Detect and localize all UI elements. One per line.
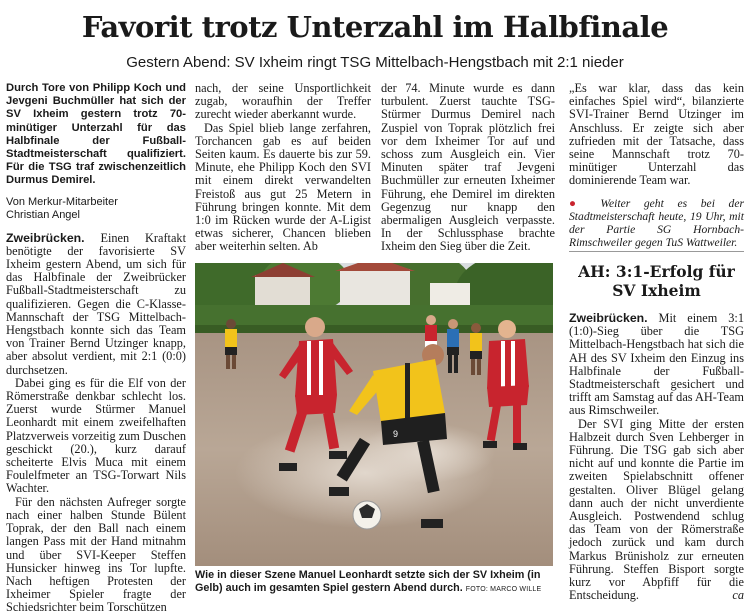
- caption-text: Wie in dieser Szene Manuel Leonhardt setzte sich der SV Ixheim (in Gelb) auch im gesamten Spiel gestern Abend durch.: [195, 569, 541, 594]
- paragraph: Das Spiel blieb lange zerfahren, Torchancen gab es auf beiden Seiten kaum. Es dauerte bis zur 59. Minute, ehe Philipp Koch den SVI mit einem direkt verwandelten Freistoß aus gut 25 Metern in Führung bringen konnte. Mit dem 1:0 im Rücken wurde der A-Ligist etwas sicherer, Chancen blieben aber weiterhin selten. Ab: [195, 120, 371, 254]
- byline-role: Von Merkur-Mitarbeiter: [6, 195, 118, 208]
- paragraph-text: Mit einem 3:1 (1:0)-Sieg über die TSG Mittelbach-Hengstbach hat sich die AH des SV Ixheim den Einzug ins Halbfinale der Fußball-Stadtmeisterschaft gesichert und trifft am Samstag auf das AH-Team aus Rimschweiler.: [569, 311, 744, 418]
- subheadline: Gestern Abend: SV Ixheim ringt TSG Mittelbach-Hengstbach mit 2:1 nieder: [126, 54, 624, 71]
- bullet-icon: ●: [569, 196, 587, 210]
- section-heading: AH: 3:1-Erfolg für SV Ixheim: [578, 262, 735, 300]
- photo-illustration: [195, 263, 553, 566]
- headline: Favorit trotz Unterzahl im Halbfinale: [81, 10, 669, 44]
- paragraph-text: Einen Kraftakt benötigte der favorisierte SV Ixheim gestern Abend, um sich für das Halbfinale der Zweibrücker Fußball-Stadtmeisterschaft zu qualifizieren. Gegen die C-Klasse-Mannschaft der TSG Mittelbach-Hengstbach konnte sich das Team von Trainer Bernd Utzinger knapp, aber absolut verdient, mit 2:1 (0:0) durchsetzen.: [6, 230, 186, 377]
- byline-author: Christian Angel: [6, 209, 80, 222]
- paragraph: [6, 232, 186, 377]
- paragraph: Dabei ging es für die Elf von der Römerstraße denkbar schlecht los. Zuerst wurde Stürmer Manuel Leonhardt mit einem zweifelhaften Platzverweis vorzeitig zum Duschen geschickt (20.), kurz darauf scheiterte Elvis Muca mit einem Foulelfmeter an TSG-Torwart Nils Wachter.: [6, 375, 186, 496]
- column-3: [381, 82, 555, 254]
- paragraph: nach, der seine Unsportlichkeit zugab, woraufhin der Treffer zurecht wieder aberkannt wurde.: [195, 81, 371, 122]
- paragraph: „Es war klar, dass das kein einfaches Spiel wird“, bilanzierte SVI-Trainer Bernd Utzinger im Anschluss. Er zeigte sich aber zufrieden mit der Tatsache, dass seine Mannschaft trotz 70-minütiger Unterzahl das dominierende Team war.: [569, 81, 744, 188]
- dateline: Zweibrücken.: [6, 230, 85, 245]
- section-divider: [569, 251, 744, 252]
- article-lead: Durch Tore von Philipp Koch und Jevgeni Buchmüller hat sich der SV Ixheim gestern trotz 70-minütiger Unterzahl für das Halbfinale der Fußball-Stadtmeisterschaft qualifiziert. Für die TSG traf zwischenzeitlich Durmus Demirel.: [6, 82, 186, 187]
- photo-caption: [195, 569, 555, 596]
- paragraph: der 74. Minute wurde es dann turbulent. Zuerst tauchte TSG-Stürmer Durmus Demirel nach Zuspiel von Toprak plötzlich frei vor dem Ixheimer Tor auf und schoss zum Ausgleich ein. Vier Minuten später traf Jevgeni Buchmüller zur erneuten Ixheimer Führung, ehe Demirel im direkten Gegenzug nur knapp den abermaligen Ausgleich verpasste. In der Schlussphase brachte Ixheim den Sieg über die Zeit.: [381, 81, 555, 254]
- column-2: [195, 82, 371, 254]
- byline: [6, 196, 186, 223]
- preview-note: [569, 197, 744, 249]
- preview-note-text: Weiter geht es bei der Stadtmeisterschaft heute, 19 Uhr, mit der Partie SG Hornbach-Rimschweiler gegen TuS Wattweiler.: [569, 196, 744, 249]
- paragraph-text: Der SVI ging Mitte der ersten Halbzeit durch Sven Lehberger in Führung. Die TSG gab sich aber nicht auf und konnte die Partie im zweiten Spielabschnitt offener gestalten. Oliver Blügel gelang dann auch der nicht unverdiente Ausgleich. Postwendend schlug das Team von der Römerstraße jedoch zurück und kam durch Markus Brünisholz zur erneuten Führung. Steffen Bisport sorgte kurz vor Abpfiff für die Entscheidung.: [569, 416, 744, 603]
- svg-text:9: 9: [393, 429, 399, 439]
- author-sign: ca: [732, 588, 744, 603]
- column-4: [569, 82, 744, 249]
- paragraph: [569, 418, 744, 603]
- column-4-section: [569, 312, 744, 602]
- paragraph: Für den nächsten Aufreger sorgte nach einer halben Stunde Bülent Toprak, der den Ball nach einem langen Pass mit der Hand mitnahm und über SVI-Keeper Steffen Hunsicker hinweg ins Tor lupfte. Nach heftigen Protesten der Ixheimer Spieler fragte der Schiedsrichter beim Torschützen: [6, 494, 186, 615]
- dateline: Zweibrücken.: [569, 311, 648, 325]
- column-1: [6, 82, 186, 615]
- photo-credit: FOTO: MARCO WILLE: [465, 586, 542, 593]
- paragraph: [569, 312, 744, 418]
- match-photo: [195, 263, 553, 566]
